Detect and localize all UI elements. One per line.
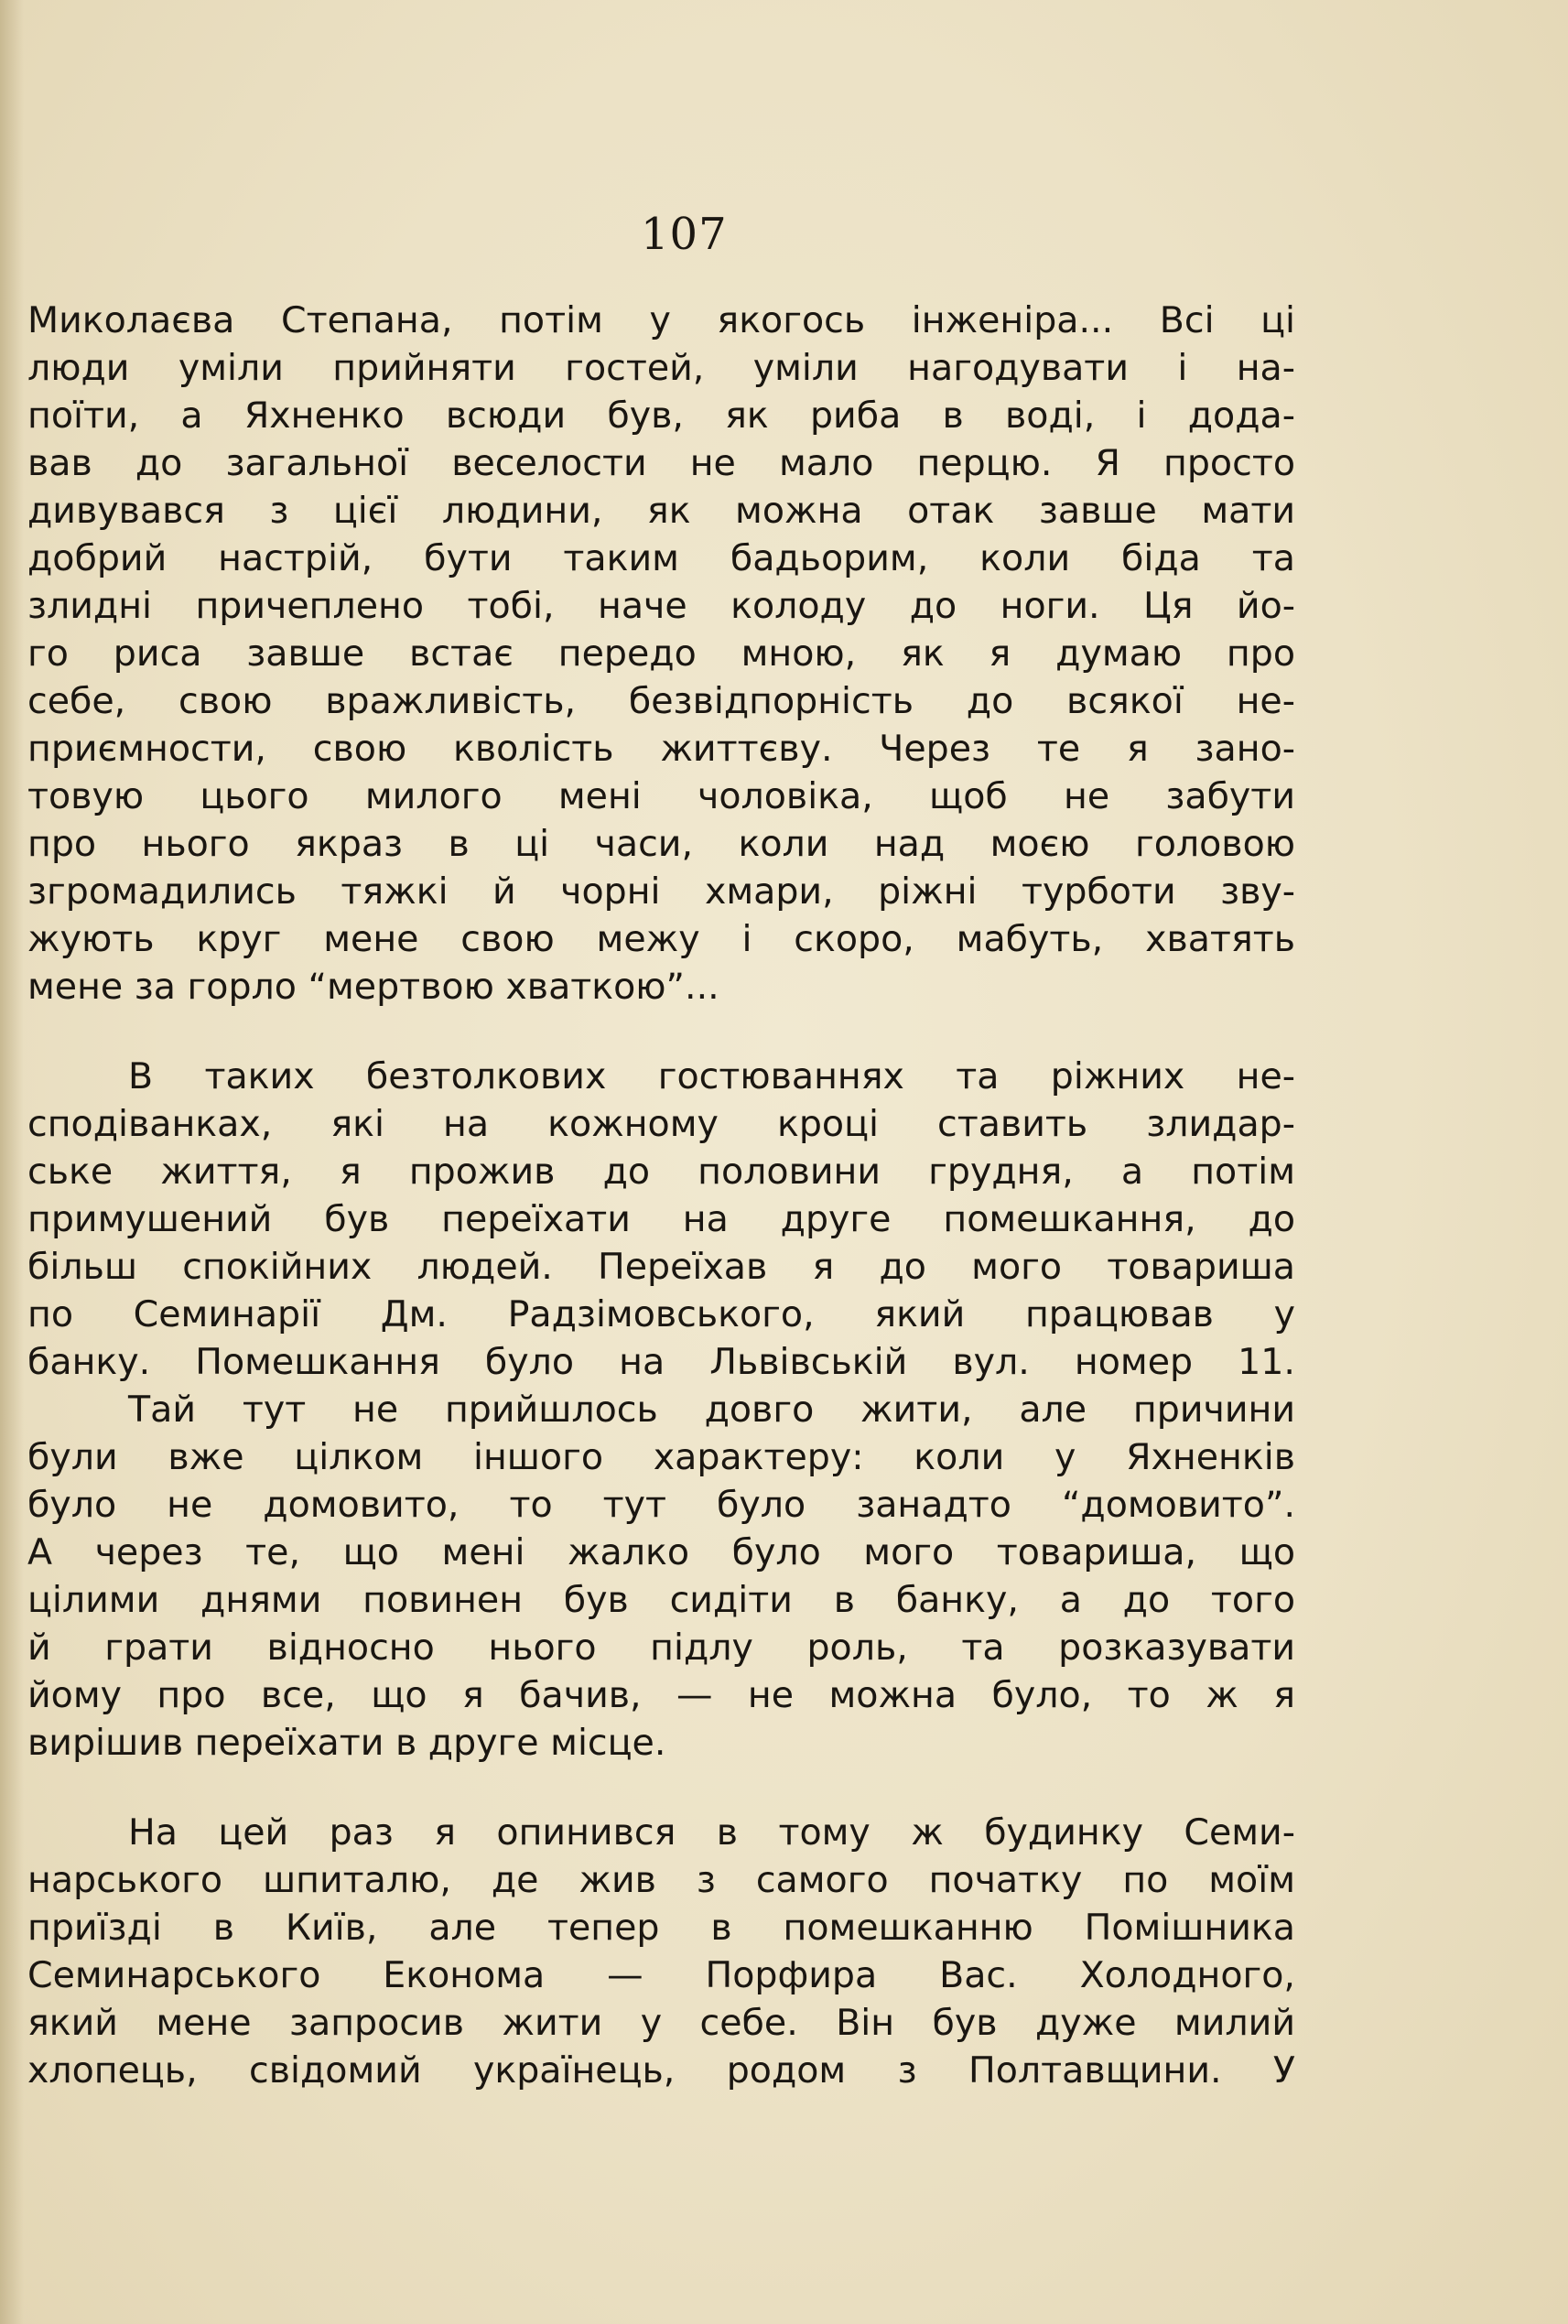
paragraph-1 bbox=[27, 297, 1295, 1011]
text-line: себе, свою вражливість, безвідпорність до всякої не- bbox=[27, 680, 1295, 722]
text-line: приїзді в Київ, але тепер в помешканню Помішника bbox=[27, 1907, 1295, 1949]
text-line: люди уміли прийняти гостей, уміли нагодувати і на- bbox=[27, 347, 1295, 389]
text-line: На цей раз я опинився в тому ж будинку Семи- bbox=[128, 1811, 1295, 1854]
text-line: А через те, що мені жалко було мого товариша, що bbox=[27, 1531, 1295, 1573]
text-line: мене за горло “мертвою хваткою”... bbox=[27, 966, 719, 1008]
text-line: ське життя, я прожив до половини грудня, а потім bbox=[27, 1151, 1295, 1193]
text-line: поїти, а Яхненко всюди був, як риба в воді, і додa- bbox=[27, 395, 1295, 437]
page-number: 107 bbox=[641, 209, 728, 260]
text-line: вав до загальної веселости не мало перцю. Я просто bbox=[27, 442, 1295, 484]
text-line: банку. Помешкання було на Львівській вул. номер 11. bbox=[27, 1341, 1295, 1383]
paragraph-3 bbox=[27, 1809, 1295, 2094]
text-line: добрий настрій, бути таким бадьорим, коли біда та bbox=[27, 537, 1295, 579]
text-line: дивувався з цієї людини, як можна отак завше мати bbox=[27, 490, 1295, 532]
text-line: більш спокійних людей. Переїхав я до мого товариша bbox=[27, 1246, 1295, 1288]
text-line: Тай тут не прийшлось довго жити, але причини bbox=[128, 1389, 1295, 1431]
text-line: Семинарського Економа — Порфира Вас. Холодного, bbox=[27, 1954, 1295, 1996]
text-line: й грати відносно нього підлу роль, та розказувати bbox=[27, 1627, 1295, 1669]
text-line: цілими днями повинен був сидіти в банку, а до того bbox=[27, 1579, 1295, 1621]
page-gutter-shadow bbox=[0, 0, 24, 2324]
text-line: було не домовито, то тут було занадто “домовито”. bbox=[27, 1484, 1295, 1526]
text-line: йому про все, що я бачив, — не можна було, то ж я bbox=[27, 1674, 1295, 1716]
text-line: го риса завше встає передо мною, як я думаю про bbox=[27, 632, 1295, 675]
text-line: були вже цілком іншого характеру: коли у Яхненків bbox=[27, 1436, 1295, 1478]
text-line: жують круг мене свою межу і скоро, мабуть, хватять bbox=[27, 918, 1295, 960]
text-line: сподіванках, які на кожному кроці ставить злидар- bbox=[27, 1103, 1295, 1145]
text-line: згромадились тяжкі й чорні хмари, ріжні турботи зву- bbox=[27, 870, 1295, 913]
text-line: про нього якраз в ці часи, коли над моєю головою bbox=[27, 823, 1295, 865]
text-line: примушений був переїхати на друге помешкання, до bbox=[27, 1198, 1295, 1240]
text-line: товую цього милого мені чоловіка, щоб не забути bbox=[27, 775, 1295, 817]
text-line: хлопець, свідомий українець, родом з Полтавщини. У bbox=[27, 2049, 1295, 2092]
paragraph-2 bbox=[27, 1053, 1295, 1767]
text-line: по Семинарії Дм. Радзімовського, який працював у bbox=[27, 1293, 1295, 1335]
text-line: В таких безтолкових гостюваннях та ріжних не- bbox=[128, 1055, 1295, 1097]
text-line: нарського шпиталю, де жив з самого початку по моїм bbox=[27, 1859, 1295, 1901]
text-line: Миколаєва Степана, потім у якогось інженіра... Всі ці bbox=[27, 299, 1295, 341]
text-line: вирішив переїхати в друге місце. bbox=[27, 1722, 666, 1764]
text-line: злидні причеплено тобі, наче колоду до ноги. Ця йо- bbox=[27, 585, 1295, 627]
text-line: приємности, свою кволість життєву. Через те я зано- bbox=[27, 728, 1295, 770]
text-line: який мене запросив жити у себе. Він був дуже милий bbox=[27, 2002, 1295, 2044]
